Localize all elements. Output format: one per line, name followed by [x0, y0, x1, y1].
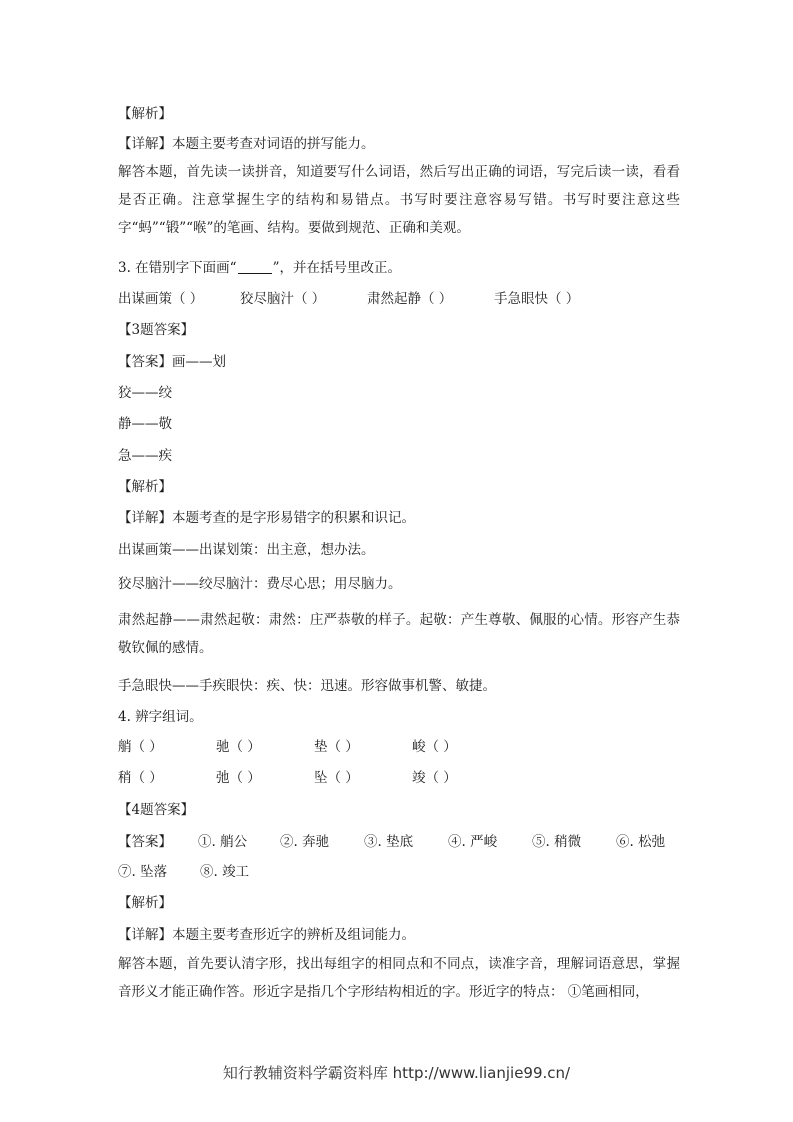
footer-watermark: 知行教辅资料学霸资料库 http://www.lianjie99.cn/ [222, 1064, 571, 1082]
list-item: 狡尽脑汁（ ） [240, 291, 326, 307]
answer-label: 【答案】 [118, 834, 172, 850]
list-item: ①. 艄公 [198, 834, 248, 850]
list-item: ②. 奔驰 [280, 834, 330, 850]
explanation-line: 肃然起静——肃然起敬：肃然：庄严恭敬的样子。起敬：产生尊敬、佩服的心情。形容产生恭敬钦佩的感情。 [118, 612, 680, 656]
explanation-line: 狡尽脑汁——绞尽脑汁：费尽心思；用尽脑力。 [118, 576, 402, 592]
underline-blank [238, 259, 272, 274]
list-item: 出谋画策（ ） [118, 291, 204, 307]
section-heading: 【解析】 [118, 106, 172, 122]
explanation-line: 出谋画策——出谋划策：出主意，想办法。 [118, 542, 375, 558]
question-4: 4. 辨字组词。 [118, 709, 203, 725]
detail-text: 【详解】本题主要考查形近字的辨析及组词能力。 [118, 927, 415, 943]
list-item: ⑥. 松弛 [616, 834, 666, 850]
answer-line: 【答案】画——划 [118, 354, 226, 370]
list-item: 手急眼快（ ） [494, 291, 580, 307]
question-4-row [118, 768, 457, 788]
question-4-row [118, 737, 457, 757]
list-item: ⑦. 坠落 [118, 864, 168, 880]
answer-line: 狡——绞 [118, 385, 172, 401]
list-item: 峻（ ） [412, 739, 457, 755]
list-item: 驰（ ） [216, 739, 261, 755]
answer-title: 【4题答案】 [118, 802, 195, 818]
paragraph: 解答本题，首先读一读拼音，知道要写什么词语，然后写出正确的词语，写完后读一读，看看是否正确。注意掌握生字的结构和易错点。书写时要注意容易写错。书写时要注意这些字“蚂”“锻”“喉”的笔画、结构。要做到规范、正确和美观。 [118, 164, 680, 236]
detail-text: 【详解】本题主要考查对词语的拼写能力。 [118, 136, 375, 152]
list-item: ③. 垫底 [364, 834, 414, 850]
answer-title: 【3题答案】 [118, 322, 195, 338]
explanation-line: 手急眼快——手疾眼快：疾、快：迅速。形容做事机警、敏捷。 [118, 678, 496, 694]
list-item: 坠（ ） [314, 770, 359, 786]
paragraph: 解答本题，首先要认清字形，找出每组字的相同点和不同点，读准字音，理解词语意思，掌握音形义才能正确作答。形近字是指几个字形结构相近的字。形近字的特点： ①笔画相同， [118, 956, 680, 1000]
list-item: 艄（ ） [118, 739, 163, 755]
detail-text: 【详解】本题考查的是字形易错字的积累和识记。 [118, 510, 415, 526]
question-3-post: ”，并在括号里改正。 [272, 260, 401, 276]
list-item: 垫（ ） [314, 739, 359, 755]
question-3-items [118, 289, 579, 309]
question-3 [118, 258, 401, 278]
list-item: ⑧. 竣工 [200, 864, 250, 880]
answer-row [118, 832, 665, 852]
section-heading: 【解析】 [118, 479, 172, 495]
list-item: 弛（ ） [216, 770, 261, 786]
list-item: 竣（ ） [412, 770, 457, 786]
list-item: ④. 严峻 [448, 834, 498, 850]
list-item: 肃然起静（ ） [367, 291, 453, 307]
section-heading: 【解析】 [118, 895, 172, 911]
answer-line: 静——敬 [118, 416, 172, 432]
list-item: ⑤. 稍微 [532, 834, 582, 850]
question-3-pre: 3. 在错别字下面画“ [118, 260, 237, 276]
list-item: 稍（ ） [118, 770, 163, 786]
answer-line: 急——疾 [118, 448, 172, 464]
answer-row [118, 862, 249, 882]
